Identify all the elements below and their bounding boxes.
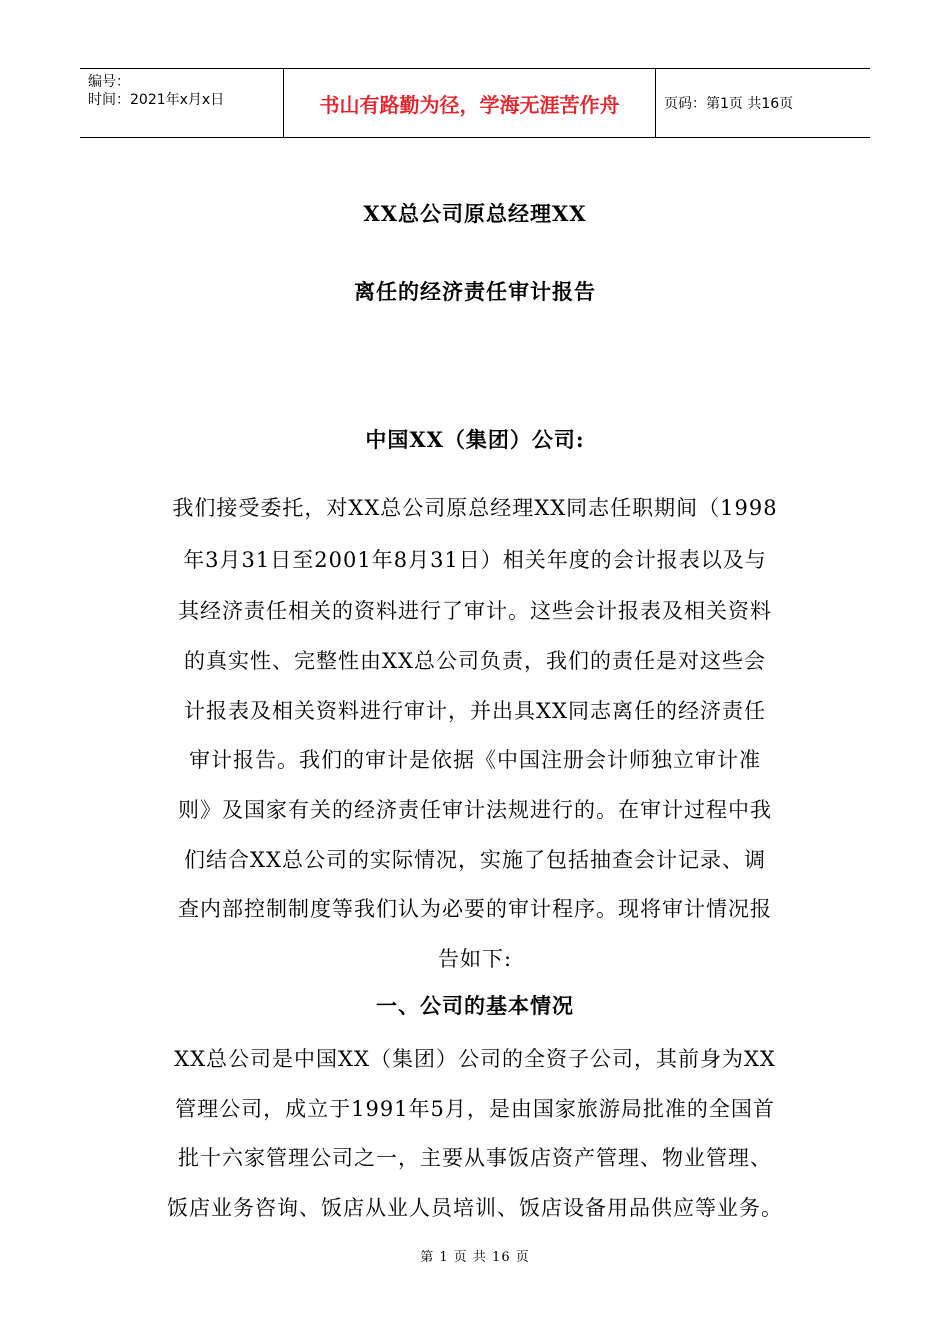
header-page-info: 页码：第1页 共16页 bbox=[664, 96, 794, 112]
report-title-line2: 离任的经济责任审计报告 bbox=[354, 279, 596, 304]
document-header bbox=[80, 68, 870, 138]
intro-line: 审计报告。我们的审计是依据《中国注册会计师独立审计准 bbox=[189, 748, 761, 772]
salutation: 中国XX（集团）公司: bbox=[365, 427, 585, 452]
intro-line: 我们接受委托，对XX总公司原总经理XX同志任职期间（1998 bbox=[172, 496, 778, 520]
intro-line: 计报表及相关资料进行审计，并出具XX同志离任的经济责任 bbox=[184, 699, 766, 723]
section-line: 批十六家管理公司之一，主要从事饭店资产管理、物业管理、 bbox=[178, 1146, 772, 1170]
intro-line: 年3月31日至2001年8月31日）相关年度的会计报表以及与 bbox=[183, 548, 767, 572]
report-title-line1: XX总公司原总经理XX bbox=[363, 201, 587, 226]
intro-line: 查内部控制制度等我们认为必要的审计程序。现将审计情况报 bbox=[178, 897, 772, 921]
header-motto: 书山有路勤为径，学海无涯苦作舟 bbox=[283, 69, 656, 137]
intro-line: 们结合XX总公司的实际情况，实施了包括抽查会计记录、调 bbox=[184, 848, 766, 872]
section-line: 管理公司，成立于1991年5月，是由国家旅游局批准的全国首 bbox=[175, 1097, 775, 1121]
header-meta bbox=[80, 69, 283, 137]
intro-line: 告如下: bbox=[437, 947, 513, 971]
section-line: 饭店业务咨询、饭店从业人员培训、饭店设备用品供应等业务。 bbox=[167, 1196, 783, 1220]
number-label: 编号： bbox=[88, 74, 130, 90]
page-footer: 第 1 页 共 16 页 bbox=[420, 1250, 530, 1265]
intro-line: 的真实性、完整性由XX总公司负责，我们的责任是对这些会 bbox=[184, 649, 766, 673]
section-heading: 一、公司的基本情况 bbox=[376, 993, 574, 1018]
intro-line: 则》及国家有关的经济责任审计法规进行的。在审计过程中我 bbox=[178, 798, 772, 822]
section-line: XX总公司是中国XX（集团）公司的全资子公司，其前身为XX bbox=[174, 1047, 776, 1071]
time-label: 时间：2021年x月x日 bbox=[88, 92, 225, 108]
intro-line: 其经济责任相关的资料进行了审计。这些会计报表及相关资料 bbox=[178, 599, 772, 623]
